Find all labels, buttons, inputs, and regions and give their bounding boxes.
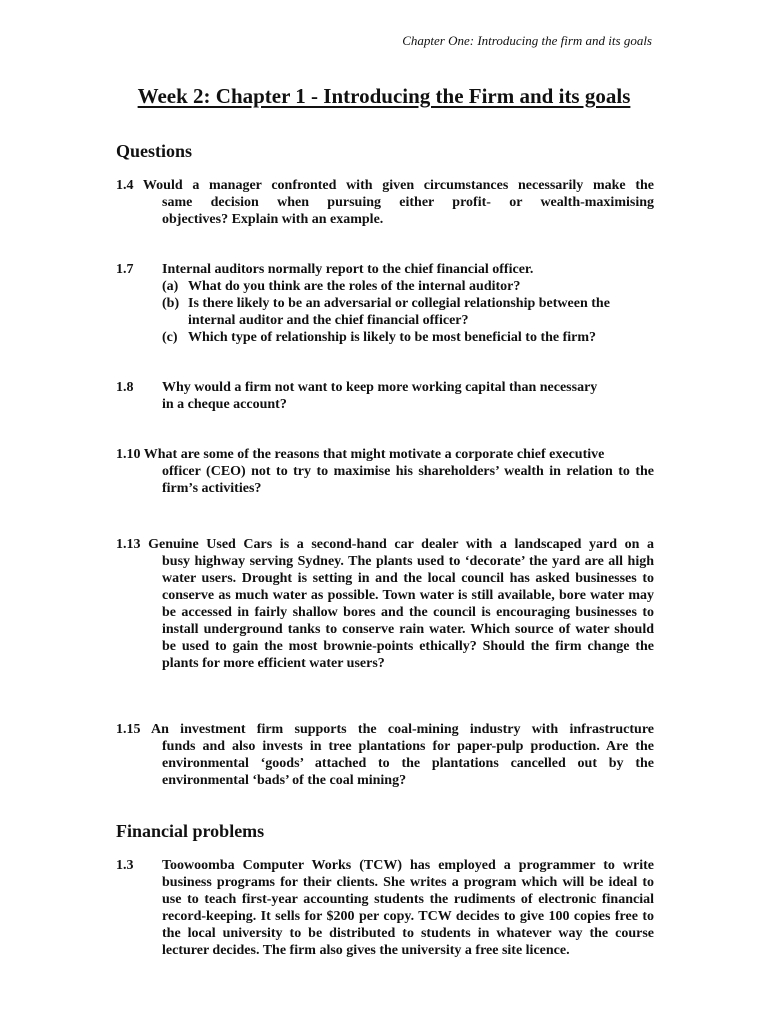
problem-1-3 [116, 857, 654, 959]
question-1-4 [116, 177, 654, 228]
question-1-7 [116, 261, 654, 346]
sub-label: (c) [162, 330, 178, 345]
question-1-8-number: 1.8 [116, 380, 134, 395]
section-heading-financial-problems: Financial problems [116, 821, 265, 841]
question-1-13-line1: 1.13 Genuine Used Cars is a second-hand car dealer with a landscaped yard on a [116, 537, 654, 552]
question-1-10-rest: officer (CEO) not to try to maximise his shareholders’ wealth in relation to the firm’s activities? [162, 464, 654, 496]
question-1-7-sub-c [116, 329, 654, 346]
question-1-4-line2: same decision when pursuing either profit- or wealth-maximising [162, 195, 654, 210]
sub-text: What do you think are the roles of the internal auditor? [188, 279, 521, 294]
question-1-7-number: 1.7 [116, 262, 134, 277]
running-header: Chapter One: Introducing the firm and its goals [402, 33, 652, 48]
page-title [0, 84, 768, 109]
problem-1-3-line1: Toowoomba Computer Works (TCW) has employed a programmer to write [162, 858, 654, 873]
question-1-13 [116, 536, 654, 672]
section-heading-questions: Questions [116, 141, 193, 161]
question-1-4-line3: objectives? Explain with an example. [162, 212, 384, 227]
question-1-10 [116, 446, 654, 497]
page-title-text: Week 2: Chapter 1 - Introducing the Firm and its goals [137, 84, 631, 108]
question-1-7-sub-b [116, 295, 654, 329]
question-1-10-line1: 1.10 What are some of the reasons that might motivate a corporate chief executive [116, 447, 605, 462]
question-1-15-line1: 1.15 An investment firm supports the coal-mining industry with infrastructure [116, 722, 654, 737]
question-1-15-rest: funds and also invests in tree plantations for paper-pulp production. Are the environmental ‘goods’ attached to the plantations cancelled out by the environmental ‘bads’ of the coal mining? [162, 739, 654, 788]
question-1-4-line1: 1.4 Would a manager confronted with given circumstances necessarily make the [116, 178, 654, 193]
question-1-8-line2: in a cheque account? [162, 397, 287, 412]
question-1-15 [116, 721, 654, 789]
problem-1-3-rest: business programs for their clients. She writes a program which will be ideal to use to teach first-year accounting students the rudiments of electronic financial record-keeping. It sells for $200 per copy. TCW decides to give 100 copies free to the local university to be distributed to students in whatever way the course lecturer decides. The firm also gives the university a free site licence. [162, 875, 654, 958]
sub-text: Which type of relationship is likely to be most beneficial to the firm? [188, 330, 597, 345]
problem-1-3-number: 1.3 [116, 858, 134, 873]
question-1-13-rest: busy highway serving Sydney. The plants used to ‘decorate’ the yard are all high water users. Drought is setting in and the local council has asked businesses to conserve as much water as possible. Town water is still available, bore water may be accessed in fairly shallow bores and the council is encouraging businesses to install underground tanks to conserve rain water. Which source of water should be used to gain the most brownie-points ethically? Should the firm change the plants for more efficient water users? [162, 554, 654, 671]
sub-text: Is there likely to be an adversarial or collegial relationship between the internal auditor and the chief financial officer? [188, 296, 610, 328]
question-1-7-sub-a [116, 278, 654, 295]
question-1-7-text: Internal auditors normally report to the chief financial officer. [162, 262, 534, 277]
question-1-8 [116, 379, 654, 413]
sub-label: (a) [162, 279, 179, 294]
sub-label: (b) [162, 296, 180, 311]
question-1-8-line1: Why would a firm not want to keep more working capital than necessary [162, 380, 598, 395]
